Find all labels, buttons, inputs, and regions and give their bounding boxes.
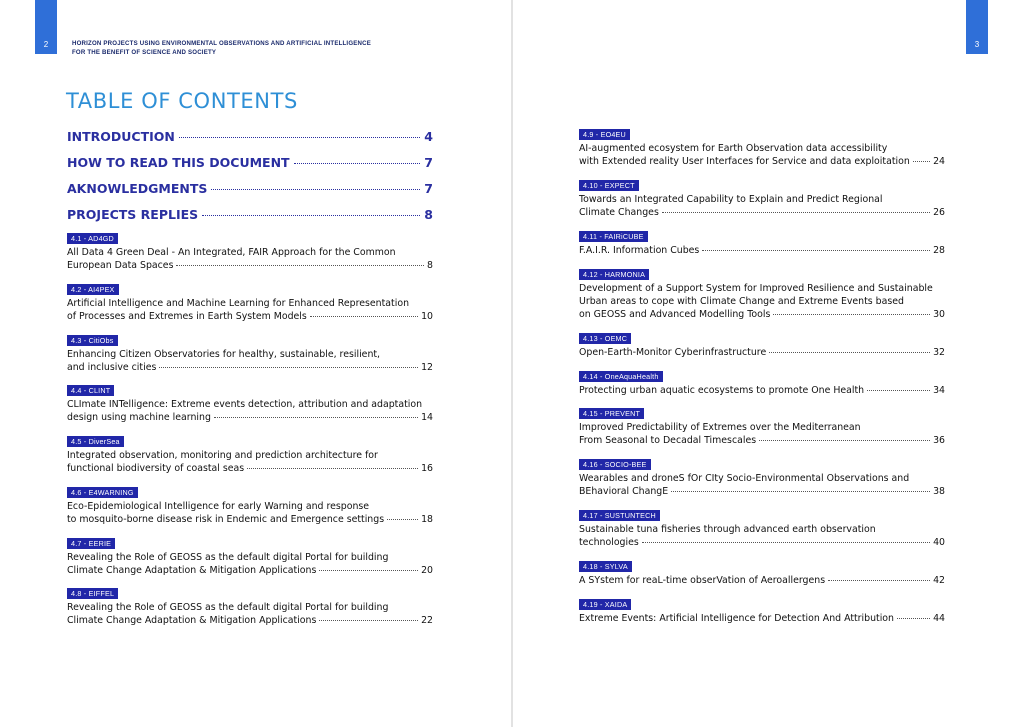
project-badge: 4.12 - HARMONIA [579, 269, 649, 280]
toc-leader-dots [773, 314, 930, 315]
entry-page-number: 20 [421, 564, 433, 576]
project-badge: 4.3 - CitiObs [67, 335, 118, 346]
entry-page-number: 40 [933, 536, 945, 548]
toc-section-label: HOW TO READ THIS DOCUMENT [67, 155, 290, 170]
toc-entry-diversea[interactable] [67, 436, 433, 476]
entry-last-line [579, 435, 945, 448]
project-badge: 4.5 - DiverSea [67, 436, 124, 447]
entry-description-end: functional biodiversity of coastal seas [67, 462, 245, 474]
toc-leader-dots [159, 367, 418, 368]
entry-description-line: Wearables and droneS fOr CIty Socio-Environmental Observations and [579, 473, 910, 484]
toc-leader-dots [913, 161, 930, 162]
entry-page-number: 18 [421, 513, 433, 525]
toc-entry-xaida[interactable] [579, 599, 945, 626]
toc-section-label: INTRODUCTION [67, 129, 175, 144]
entry-last-line [579, 245, 945, 258]
toc-entry-eiffel[interactable] [67, 588, 433, 628]
entry-last-line [579, 486, 945, 499]
project-badge: 4.1 - AD4GD [67, 233, 118, 244]
page-divider [511, 0, 513, 727]
entry-last-line [67, 260, 433, 273]
toc-entry-clint[interactable] [67, 385, 433, 425]
entry-last-line [579, 347, 945, 360]
toc-section-introduction[interactable] [67, 129, 433, 144]
entry-last-line [67, 311, 433, 324]
project-badge: 4.18 - SYLVA [579, 561, 632, 572]
page-title: TABLE OF CONTENTS [66, 89, 298, 113]
entry-description-end: Protecting urban aquatic ecosystems to promote One Health [579, 385, 865, 396]
toc-leader-dots [769, 352, 930, 353]
toc-entry-socio-bee[interactable] [579, 459, 945, 499]
entry-description-line: Artificial Intelligence and Machine Learning for Enhanced Representation [67, 298, 410, 309]
entry-description-end: Open-Earth-Monitor Cyberinfrastructure [579, 347, 767, 358]
toc-leader-dots [202, 215, 420, 216]
entry-page-number: 10 [421, 310, 433, 322]
toc-leader-dots [759, 440, 930, 441]
project-badge: 4.10 - EXPECT [579, 180, 639, 191]
project-badge: 4.7 - EERIE [67, 538, 115, 549]
entry-description-end: technologies [579, 536, 639, 548]
toc-section-page: 7 [424, 181, 433, 196]
project-badge: 4.17 - SUSTUNTECH [579, 510, 660, 521]
toc-section-page: 4 [424, 129, 433, 144]
entry-page-number: 14 [421, 411, 433, 423]
toc-entry-prevent[interactable] [579, 408, 945, 448]
entry-description-end: Climate Changes [579, 206, 659, 218]
entry-description-line: Urban areas to cope with Climate Change and Extreme Events based [579, 295, 904, 307]
toc-section-page: 8 [424, 207, 433, 222]
toc-entry-eerie[interactable] [67, 538, 433, 578]
toc-entry-oneaquahealth[interactable] [579, 371, 945, 398]
toc-entry-ai4pex[interactable] [67, 284, 433, 324]
project-badge: 4.4 - CLINT [67, 385, 114, 396]
toc-leader-dots [897, 618, 930, 619]
toc-leader-dots [176, 265, 424, 266]
entry-description-end: A SYstem for reaL-time obserVation of Aeroallergens [579, 575, 826, 586]
toc-entry-eo4eu[interactable] [579, 129, 945, 169]
entry-page-number: 38 [933, 485, 945, 497]
entry-page-number: 8 [427, 259, 433, 271]
toc-section-label: PROJECTS REPLIES [67, 207, 199, 222]
entry-page-number: 36 [933, 434, 945, 446]
project-badge: 4.19 - XAIDA [579, 599, 631, 610]
toc-leader-dots [642, 542, 930, 543]
toc-section-page: 7 [424, 155, 433, 170]
toc-entry-e4warning[interactable] [67, 487, 433, 527]
entry-description-line: Improved Predictability of Extremes over the Mediterranean [579, 422, 861, 433]
toc-leader-dots [662, 212, 930, 213]
project-badge: 4.14 - OneAquaHealth [579, 371, 663, 382]
entry-description-line: Development of a Support System for Improved Resilience and Sustainable [579, 283, 933, 294]
entry-last-line [579, 385, 945, 398]
entry-description-line: Eco-Epidemiological Intelligence for early Warning and response [67, 501, 370, 512]
toc-section-acknowledgments[interactable] [67, 181, 433, 196]
toc-leader-dots [867, 390, 930, 391]
toc-leader-dots [179, 137, 420, 138]
entry-page-number: 42 [933, 575, 945, 586]
entry-description-end: and inclusive cities [67, 361, 157, 373]
entry-page-number: 12 [421, 361, 433, 373]
entry-description-line: Integrated observation, monitoring and prediction architecture for [67, 450, 378, 461]
project-badge: 4.11 - FAIRiCUBE [579, 231, 648, 242]
project-badge: 4.6 - E4WARNING [67, 487, 138, 498]
right-page-number: 3 [966, 0, 988, 54]
entry-last-line [67, 565, 433, 578]
entry-description-end: of Processes and Extremes in Earth System Models [67, 310, 307, 322]
entry-page-number: 26 [933, 206, 945, 218]
entry-description-end: on GEOSS and Advanced Modelling Tools [579, 308, 771, 320]
entry-description-end: From Seasonal to Decadal Timescales [579, 434, 757, 446]
toc-leader-dots [247, 468, 418, 469]
entry-page-number: 34 [933, 385, 945, 396]
entry-last-line [67, 514, 433, 527]
toc-leader-dots [387, 519, 418, 520]
entry-page-number: 30 [933, 308, 945, 320]
entry-page-number: 22 [421, 614, 433, 626]
entry-last-line [67, 362, 433, 375]
toc-entry-citiobs[interactable] [67, 335, 433, 375]
entry-description-end: Climate Change Adaptation & Mitigation Applications [67, 564, 317, 576]
entry-last-line [67, 615, 433, 628]
entry-description-line: Towards an Integrated Capability to Explain and Predict Regional [579, 194, 883, 205]
toc-leader-dots [702, 250, 930, 251]
toc-entry-oemc[interactable] [579, 333, 945, 360]
toc-section-how-to-read[interactable] [67, 155, 433, 170]
entry-last-line [579, 613, 945, 626]
entry-page-number: 28 [933, 245, 945, 256]
toc-entry-expect[interactable] [579, 180, 945, 220]
entry-last-line [579, 309, 945, 322]
entry-last-line [579, 575, 945, 588]
toc-leader-dots [828, 580, 930, 581]
toc-entry-fairicube[interactable] [579, 231, 945, 258]
toc-section-projects-replies[interactable] [67, 207, 433, 222]
toc-leader-dots [294, 163, 421, 164]
entry-last-line [579, 207, 945, 220]
running-header-line2: FOR THE BENEFIT OF SCIENCE AND SOCIETY [72, 49, 217, 56]
entry-last-line [579, 156, 945, 169]
entry-description-line: Revealing the Role of GEOSS as the default digital Portal for building [67, 602, 389, 613]
entry-description-end: Climate Change Adaptation & Mitigation Applications [67, 614, 317, 626]
running-header-line1: HORIZON PROJECTS USING ENVIRONMENTAL OBSERVATIONS AND ARTIFICIAL INTELLIGENCE [72, 40, 371, 47]
entry-description-end: design using machine learning [67, 411, 211, 423]
toc-section-label: AKNOWLEDGMENTS [67, 181, 208, 196]
entry-description-line: Sustainable tuna fisheries through advanced earth observation [579, 524, 876, 535]
entry-page-number: 16 [421, 462, 433, 474]
entry-last-line [579, 537, 945, 550]
project-badge: 4.8 - EIFFEL [67, 588, 118, 599]
entry-page-number: 24 [933, 155, 945, 167]
left-page-number: 2 [35, 0, 57, 54]
toc-entry-harmonia[interactable] [579, 269, 945, 321]
running-header [72, 39, 371, 57]
entry-description-end: European Data Spaces [67, 259, 174, 271]
entry-description-end: Extreme Events: Artificial Intelligence for Detection And Attribution [579, 613, 894, 624]
toc-entry-sylva[interactable] [579, 561, 945, 588]
entry-last-line [67, 412, 433, 425]
toc-leader-dots [214, 417, 418, 418]
entry-description-line: CLImate INTelligence: Extreme events detection, attribution and adaptation [67, 399, 423, 410]
entry-page-number: 32 [933, 347, 945, 358]
toc-leader-dots [310, 316, 418, 317]
entry-description-end: with Extended reality User Interfaces for Service and data exploitation [579, 155, 910, 167]
project-badge: 4.9 - EO4EU [579, 129, 630, 140]
entry-description-line: Revealing the Role of GEOSS as the default digital Portal for building [67, 552, 389, 563]
entry-description-line: All Data 4 Green Deal - An Integrated, FAIR Approach for the Common [67, 247, 396, 258]
entry-description-line: Enhancing Citizen Observatories for healthy, sustainable, resilient, [67, 349, 381, 360]
entry-description-line: AI-augmented ecosystem for Earth Observation data accessibility [579, 143, 888, 154]
entry-description-end: F.A.I.R. Information Cubes [579, 245, 700, 256]
toc-leader-dots [671, 491, 930, 492]
project-badge: 4.13 - OEMC [579, 333, 631, 344]
project-badge: 4.2 - AI4PEX [67, 284, 119, 295]
entry-last-line [67, 463, 433, 476]
entry-page-number: 44 [933, 613, 945, 624]
toc-leader-dots [319, 570, 418, 571]
toc-entry-ad4gd[interactable] [67, 233, 433, 273]
toc-leader-dots [319, 620, 418, 621]
project-badge: 4.16 - SOCIO-BEE [579, 459, 651, 470]
entry-description-end: BEhavioral ChangE [579, 485, 669, 497]
entry-description-end: to mosquito-borne disease risk in Endemic and Emergence settings [67, 513, 385, 525]
toc-entry-sustuntech[interactable] [579, 510, 945, 550]
project-badge: 4.15 - PREVENT [579, 408, 644, 419]
toc-leader-dots [211, 189, 420, 190]
